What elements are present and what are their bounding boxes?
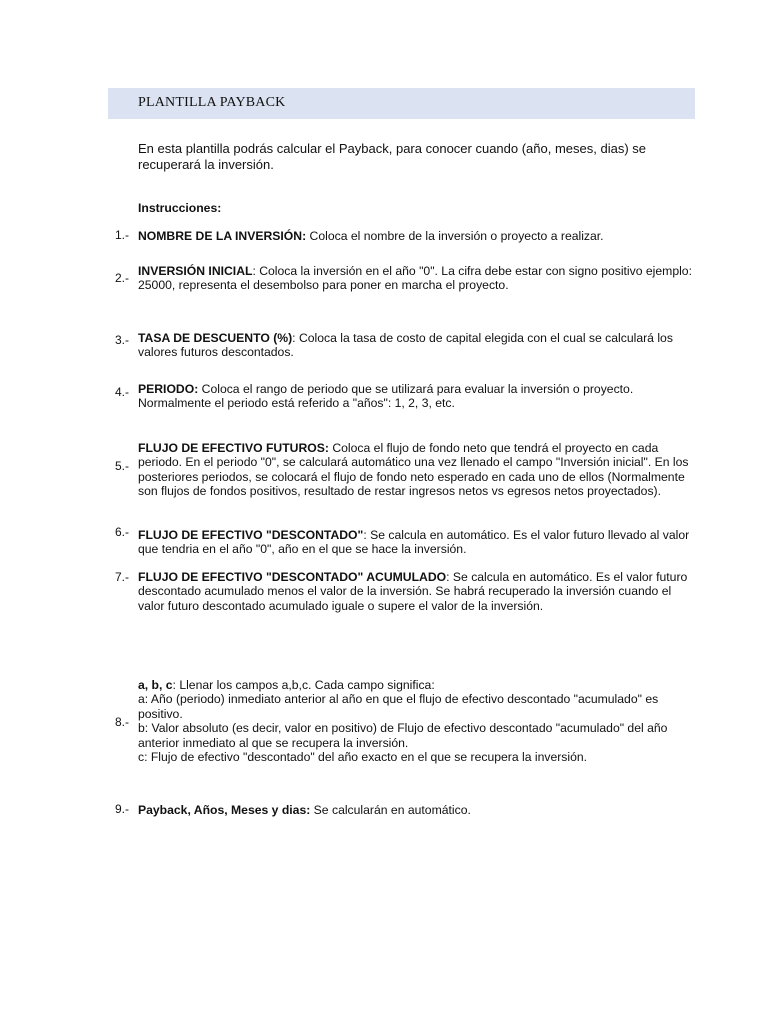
instruction-item bbox=[138, 229, 698, 243]
intro-paragraph: En esta plantilla podrás calcular el Payback, para conocer cuando (año, meses, dias) se recuperará la inversión. bbox=[138, 141, 647, 172]
item-number: 2.- bbox=[115, 271, 130, 285]
item-text: : Se calcula en automático. Es el valor futuro descontado acumulado menos el valor de la inversión. Se habrá recuperado la inversión cuando el valor futuro descontado acumulado iguale o supere el valor de la inversión. bbox=[138, 570, 688, 613]
item-text: : Se calcula en automático. Es el valor futuro llevado al valor que tendria en el año "0", año en el que se hace la inversión. bbox=[138, 528, 690, 557]
item-term: TASA DE DESCUENTO (%) bbox=[138, 331, 293, 345]
item-subline: b: Valor absoluto (es decir, valor en positivo) de Flujo de efectivo descontado "acumulado" del año anterior inmediato al que se recupera la inversión. bbox=[138, 721, 668, 750]
item-number: 6.- bbox=[115, 525, 130, 539]
item-text: Coloca el flujo de fondo neto que tendrá el proyecto en cada periodo. En el periodo "0", se calculará automático una vez llenado el campo "Inversión inicial". En los posteriores periodos, se colocará el flujo de fondo neto esperado en cada uno de ellos (Normalmente son flujos de fondos positivos, resultado de restar ingresos netos vs egresos netos proyectados). bbox=[138, 441, 689, 499]
page-title: PLANTILLA PAYBACK bbox=[138, 95, 286, 110]
item-term: Payback, Años, Meses y dias: bbox=[138, 803, 311, 817]
item-number: 7.- bbox=[115, 570, 130, 584]
item-term: INVERSIÓN INICIAL bbox=[138, 264, 253, 278]
item-number: 8.- bbox=[115, 715, 130, 729]
item-text: Coloca el rango de periodo que se utilizará para evaluar la inversión o proyecto. Normalmente el periodo está referido a "años": 1, 2, 3, etc. bbox=[138, 382, 634, 411]
item-text: Coloca el nombre de la inversión o proyecto a realizar. bbox=[306, 229, 604, 243]
instruction-item bbox=[138, 678, 698, 764]
instruction-item bbox=[138, 570, 698, 613]
header-band bbox=[108, 88, 695, 119]
item-number: 3.- bbox=[115, 333, 130, 347]
item-text: : Coloca la tasa de costo de capital elegida con el cual se calculará los valores futuros descontados. bbox=[138, 331, 673, 360]
instruction-item bbox=[138, 528, 698, 557]
item-term: PERIODO: bbox=[138, 382, 199, 396]
item-term: FLUJO DE EFECTIVO FUTUROS: bbox=[138, 441, 329, 455]
item-number: 9.- bbox=[115, 802, 130, 816]
item-term: FLUJO DE EFECTIVO "DESCONTADO" bbox=[138, 528, 364, 542]
instruction-item bbox=[138, 264, 698, 293]
item-term: NOMBRE DE LA INVERSIÓN: bbox=[138, 229, 307, 243]
instructions-heading: Instrucciones: bbox=[138, 201, 222, 215]
item-term: FLUJO DE EFECTIVO "DESCONTADO" ACUMULADO bbox=[138, 570, 447, 584]
item-text: Se calcularán en automático. bbox=[310, 803, 471, 817]
instruction-item bbox=[138, 441, 698, 499]
item-subline: a: Año (periodo) inmediato anterior al año en que el flujo de efectivo descontado "acumulado" es positivo. bbox=[138, 692, 659, 721]
instruction-item bbox=[138, 382, 698, 411]
item-subline: c: Flujo de efectivo "descontado" del año exacto en el que se recupera la inversión. bbox=[138, 750, 588, 765]
instruction-item bbox=[138, 803, 698, 817]
item-term: a, b, c bbox=[138, 678, 173, 692]
instruction-item bbox=[138, 331, 698, 360]
item-number: 5.- bbox=[115, 459, 130, 473]
item-number: 1.- bbox=[115, 228, 130, 242]
item-text: : Llenar los campos a,b,c. Cada campo significa: bbox=[172, 678, 435, 692]
item-number: 4.- bbox=[115, 385, 130, 399]
item-text: : Coloca la inversión en el año "0". La cifra debe estar con signo positivo ejemplo: 25000, representa el desembolso para poner en marcha el proyecto. bbox=[138, 264, 692, 293]
